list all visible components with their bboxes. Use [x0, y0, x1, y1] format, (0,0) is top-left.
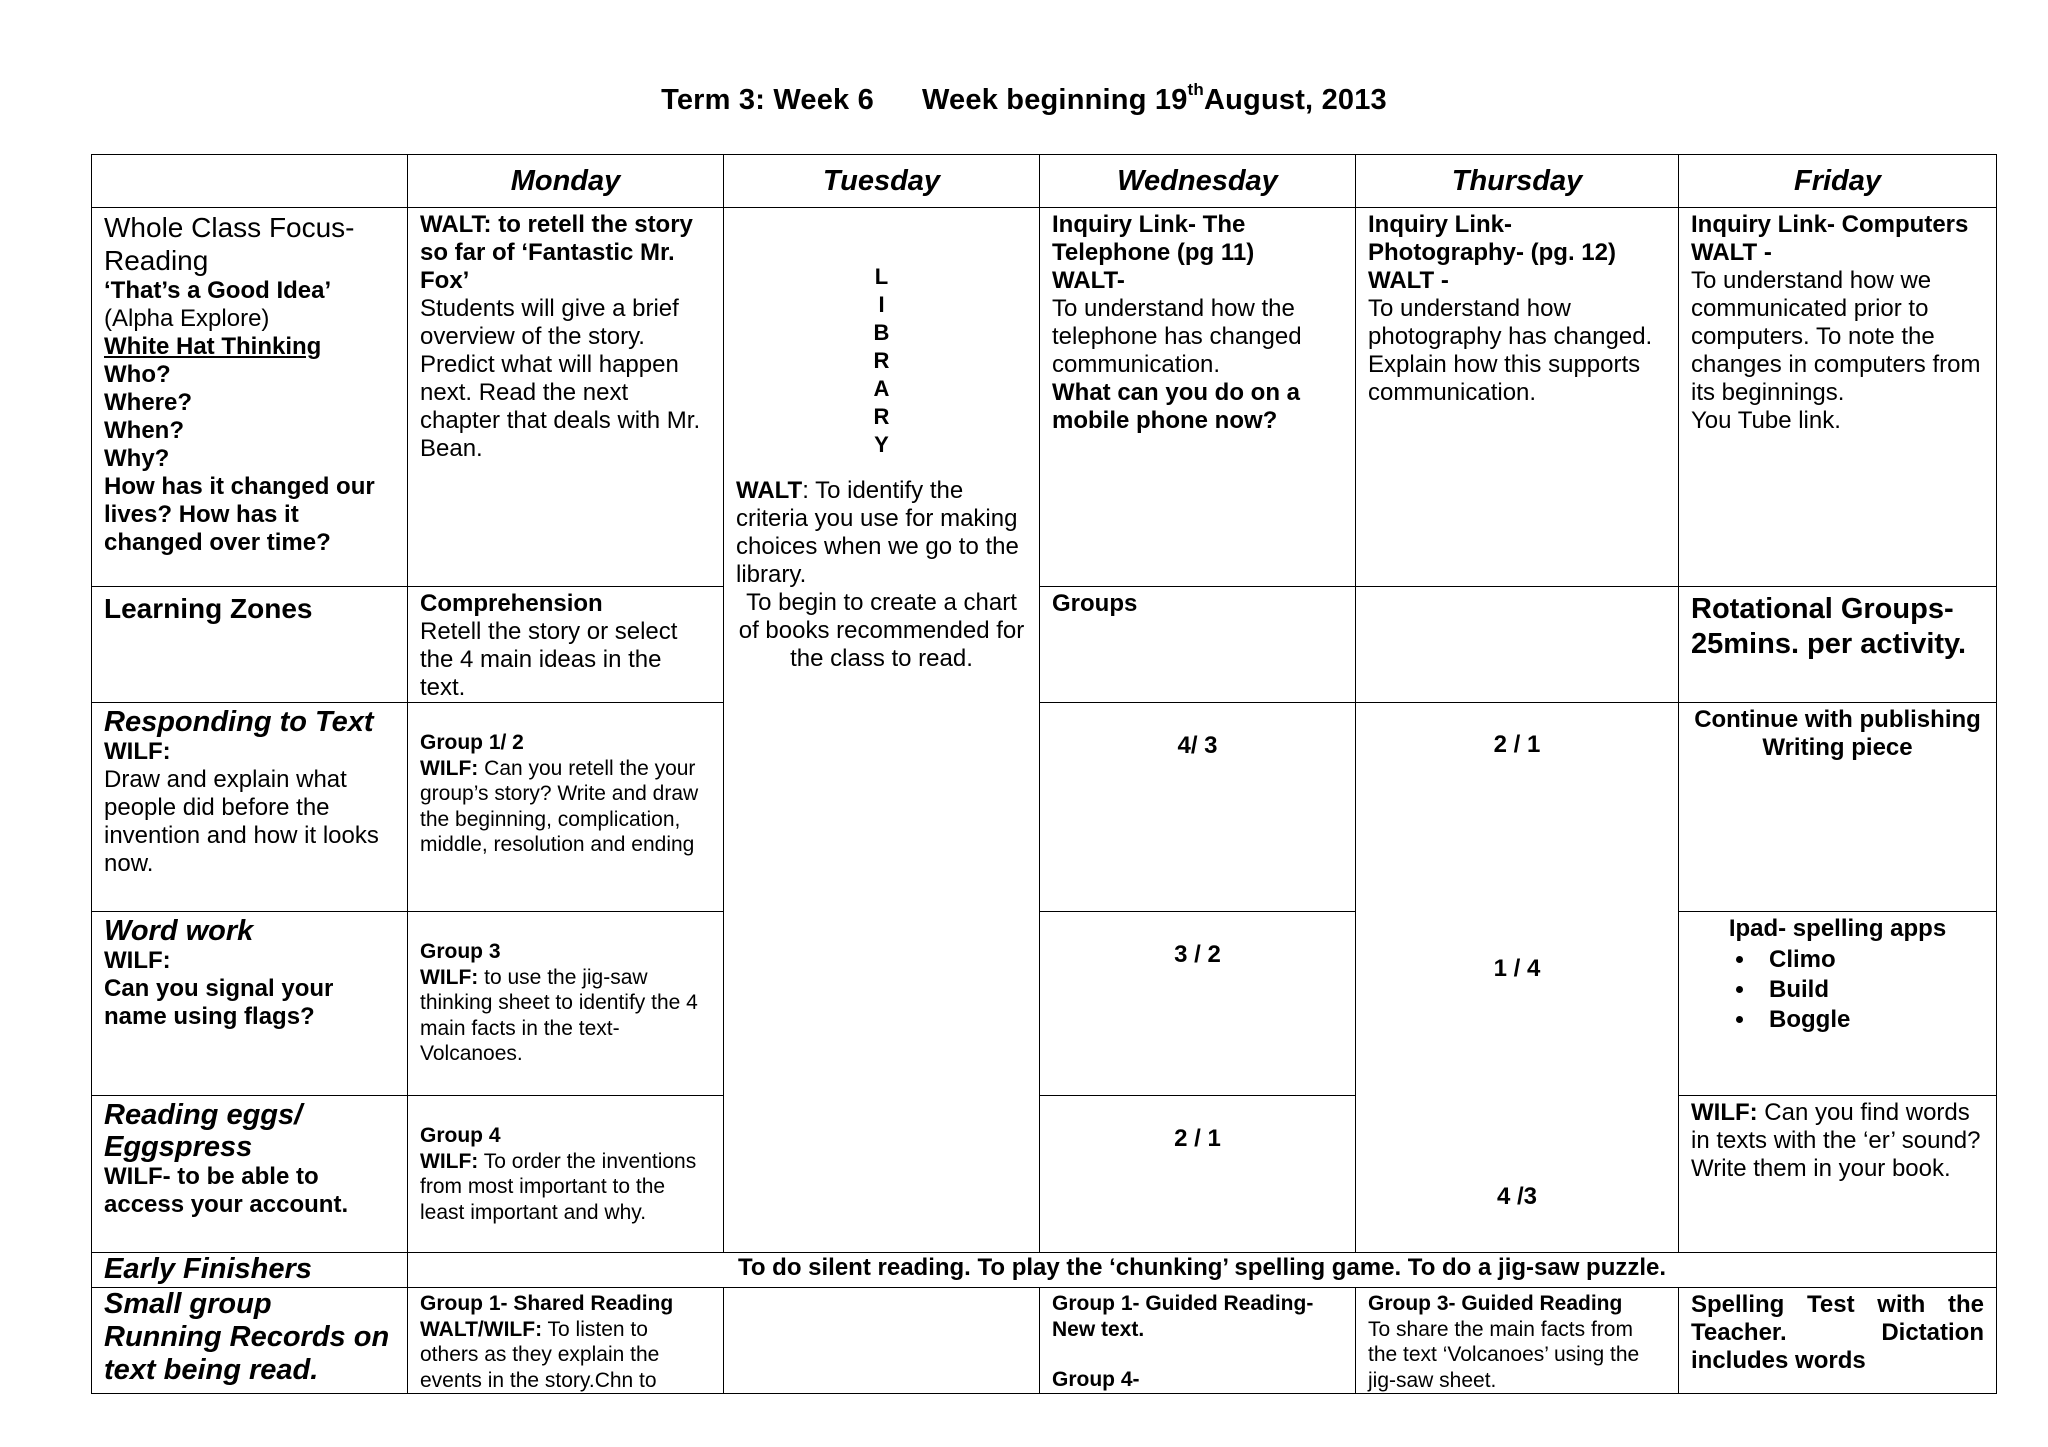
day-header-thursday: Thursday [1356, 155, 1679, 208]
eggs-friday-text [1691, 1099, 1984, 1183]
focus-q-who: Who? [104, 361, 171, 388]
library-cell [724, 208, 1040, 1253]
early-label: Early Finishers [104, 1253, 312, 1285]
zones-monday-head: Comprehension [420, 590, 603, 617]
wordwork-monday-wilf: WILF: [420, 965, 479, 989]
eggs-wednesday-cell [1040, 1096, 1356, 1253]
library-letter: A [873, 376, 890, 401]
library-walt-text: : To identify the criteria you use for making choices when we go to the library. [736, 477, 1019, 588]
zones-friday-cell [1679, 587, 1997, 703]
eggs-monday-body: To order the inventions from most important to the least important and why. [420, 1149, 697, 1224]
library-walt-label: WALT [736, 477, 803, 504]
table-row-header [92, 155, 1997, 208]
day-header-wednesday: Wednesday [1040, 155, 1356, 208]
wordwork-friday-head: Ipad- spelling apps [1728, 915, 1947, 942]
eggs-friday-cell [1679, 1096, 1997, 1253]
responding-thursday-groups: 2 / 1 [1493, 731, 1541, 758]
focus-thursday-walt: WALT - [1368, 267, 1449, 294]
table-row-focus [92, 208, 1997, 587]
small-monday-cell [408, 1288, 724, 1394]
focus-friday-cell [1679, 208, 1997, 587]
wordwork-thursday-groups: 1 / 4 [1493, 955, 1541, 982]
library-letter: R [873, 348, 890, 373]
responding-text: Draw and explain what people did before the invention and how it looks now. [104, 766, 379, 877]
small-wednesday-group: Group 4- [1052, 1368, 1140, 1391]
eggs-label-cell [92, 1096, 408, 1253]
library-letters [736, 263, 1027, 459]
week-sup: th [1187, 80, 1204, 99]
small-wednesday-head: Group 1- Guided Reading- New text. [1052, 1292, 1314, 1341]
zones-wednesday-cell [1040, 587, 1356, 703]
week-prefix: Week beginning 19 [921, 84, 1188, 116]
list-item: • Build [1757, 975, 1984, 1005]
library-letter: I [878, 292, 885, 317]
small-thursday-text: To share the main facts from the text ‘Volcanoes’ using the jig-saw sheet. [1368, 1317, 1640, 1392]
early-text: To do silent reading. To play the ‘chunking’ spelling game. To do a jig-saw puzzle. [737, 1254, 1667, 1281]
focus-title-2: Reading [104, 245, 209, 276]
wordwork-monday-text [420, 965, 711, 1067]
responding-wednesday-groups: 4/ 3 [1177, 732, 1218, 759]
week-suffix: August, 2013 [1203, 84, 1387, 116]
responding-monday-cell [408, 703, 724, 912]
focus-monday-cell [408, 208, 724, 587]
focus-book: ‘That’s a Good Idea’ [104, 277, 332, 304]
focus-q-why: Why? [104, 445, 170, 472]
focus-q-when: When? [104, 417, 184, 444]
day-header-tuesday: Tuesday [724, 155, 1040, 208]
responding-wilf: WILF: [104, 738, 171, 765]
focus-friday-head: Inquiry Link- Computers [1691, 211, 1969, 238]
library-letter: Y [874, 432, 889, 457]
focus-thursday-cell [1356, 208, 1679, 587]
small-monday-walt: WALT/WILF: [420, 1317, 543, 1341]
table-row-responding [92, 703, 1997, 912]
page-title [0, 80, 2048, 117]
eggs-monday-group: Group 4 [420, 1124, 501, 1147]
small-thursday-head: Group 3- Guided Reading [1368, 1292, 1623, 1315]
small-tuesday-cell [724, 1288, 1040, 1394]
library-walt [736, 477, 1027, 589]
table-row-eggs [92, 1096, 1997, 1253]
zones-monday-cell [408, 587, 724, 703]
responding-monday-wilf: WILF: [420, 756, 479, 780]
focus-label-cell [92, 208, 408, 587]
library-chart-text: To begin to create a chart of books recommended for the class to read. [738, 589, 1025, 672]
focus-hat: White Hat Thinking [104, 333, 322, 360]
responding-friday-cell [1679, 703, 1997, 912]
responding-friday-text: Continue with publishing Writing piece [1694, 706, 1981, 761]
zones-thursday-cell [1356, 587, 1679, 703]
focus-series: (Alpha Explore) [104, 305, 270, 332]
library-letter: B [873, 320, 890, 345]
wordwork-label-cell [92, 912, 408, 1096]
small-friday-cell [1679, 1288, 1997, 1394]
responding-monday-text [420, 756, 711, 858]
spelling-apps-list [1691, 945, 1984, 1035]
zones-friday-text: Rotational Groups- 25mins. per activity. [1691, 593, 1967, 660]
wordwork-friday-cell [1679, 912, 1997, 1096]
eggs-friday-body: Can you find words in texts with the ‘er’ sound? Write them in your book. [1691, 1099, 1981, 1182]
focus-monday-walt: WALT: to retell the story so far of ‘Fantastic Mr. Fox’ [420, 211, 693, 294]
small-thursday-cell [1356, 1288, 1679, 1394]
list-item: • Climo [1757, 945, 1984, 975]
weekly-planner-table [91, 154, 1997, 1394]
term-label: Term 3: Week 6 [661, 84, 874, 116]
wordwork-wednesday-cell [1040, 912, 1356, 1096]
focus-q-how: How has it changed our lives? How has it changed over time? [104, 473, 375, 556]
wordwork-wilf: WILF: [104, 947, 171, 974]
wordwork-monday-group: Group 3 [420, 940, 501, 963]
library-letter: L [874, 264, 889, 289]
focus-wednesday-text: To understand how the telephone has changed communication. [1052, 295, 1302, 378]
zones-wednesday-text: Groups [1052, 590, 1138, 617]
wordwork-monday-cell [408, 912, 724, 1096]
small-friday-text: Spelling Test with the Teacher. Dictation includes words [1691, 1291, 1984, 1374]
table-row-wordwork [92, 912, 1997, 1096]
early-text-cell [408, 1253, 1997, 1288]
eggs-thursday-groups: 4 /3 [1496, 1183, 1538, 1210]
wordwork-monday-body: to use the jig-saw thinking sheet to identify the 4 main facts in the text- Volcanoes. [420, 965, 698, 1065]
table-row-zones [92, 587, 1997, 703]
focus-friday-text: To understand how we communicated prior to computers. To note the changes in computers from its beginnings. [1691, 267, 1981, 406]
zones-label: Learning Zones [104, 593, 313, 624]
focus-wednesday-question: What can you do on a mobile phone now? [1052, 379, 1301, 434]
focus-title: Whole Class Focus- [104, 212, 355, 243]
eggs-monday-wilf: WILF: [420, 1149, 479, 1173]
small-monday-body: To listen to others as they explain the events in the story.Chn to [420, 1317, 660, 1392]
focus-monday-text: Students will give a brief overview of the story. Predict what will happen next. Read the next chapter that deals with Mr. Bean. [420, 295, 701, 462]
eggs-friday-wilf: WILF: [1691, 1099, 1758, 1126]
eggs-label: Reading eggs/ [104, 1099, 303, 1131]
zones-label-cell [92, 587, 408, 703]
table-row-early [92, 1253, 1997, 1288]
eggs-label-2: Eggspress [104, 1131, 253, 1163]
responding-wednesday-cell [1040, 703, 1356, 912]
library-letter: R [873, 404, 890, 429]
focus-thursday-head: Inquiry Link- Photography- (pg. 12) [1368, 211, 1616, 266]
responding-label-cell [92, 703, 408, 912]
zones-monday-text: Retell the story or select the 4 main ideas in the text. [420, 618, 678, 701]
focus-thursday-text: To understand how photography has changed. Explain how this supports communication. [1368, 295, 1653, 406]
thursday-groups-cell [1356, 703, 1679, 1253]
small-monday-head: Group 1- Shared Reading [420, 1292, 674, 1315]
wordwork-wednesday-groups: 3 / 2 [1174, 941, 1221, 968]
table-row-small-group [92, 1288, 1997, 1394]
early-label-cell [92, 1253, 408, 1288]
day-header-monday: Monday [408, 155, 724, 208]
eggs-wednesday-groups: 2 / 1 [1174, 1125, 1221, 1152]
header-corner [92, 155, 408, 208]
focus-wednesday-cell [1040, 208, 1356, 587]
focus-wednesday-walt: WALT- [1052, 267, 1125, 294]
week-label [921, 80, 1387, 116]
small-monday-text [420, 1317, 711, 1394]
wordwork-text: Can you signal your name using flags? [104, 975, 334, 1030]
focus-friday-link: You Tube link. [1691, 407, 1841, 434]
list-item: • Boggle [1757, 1005, 1984, 1035]
eggs-monday-text [420, 1149, 711, 1226]
eggs-monday-cell [408, 1096, 724, 1253]
wordwork-label: Word work [104, 915, 254, 947]
focus-friday-walt: WALT - [1691, 239, 1772, 266]
small-label: Small group Running Records on text being read. [104, 1288, 390, 1386]
eggs-text: WILF- to be able to access your account. [104, 1163, 349, 1218]
responding-label: Responding to Text [104, 706, 374, 738]
focus-q-where: Where? [104, 389, 193, 416]
responding-monday-body: Can you retell the your group’s story? Write and draw the beginning, complication, middle, resolution and ending [420, 756, 699, 856]
focus-wednesday-head: Inquiry Link- The Telephone (pg 11) [1052, 211, 1255, 266]
small-label-cell [92, 1288, 408, 1394]
responding-monday-group: Group 1/ 2 [420, 731, 524, 754]
day-header-friday: Friday [1679, 155, 1997, 208]
small-wednesday-cell [1040, 1288, 1356, 1394]
